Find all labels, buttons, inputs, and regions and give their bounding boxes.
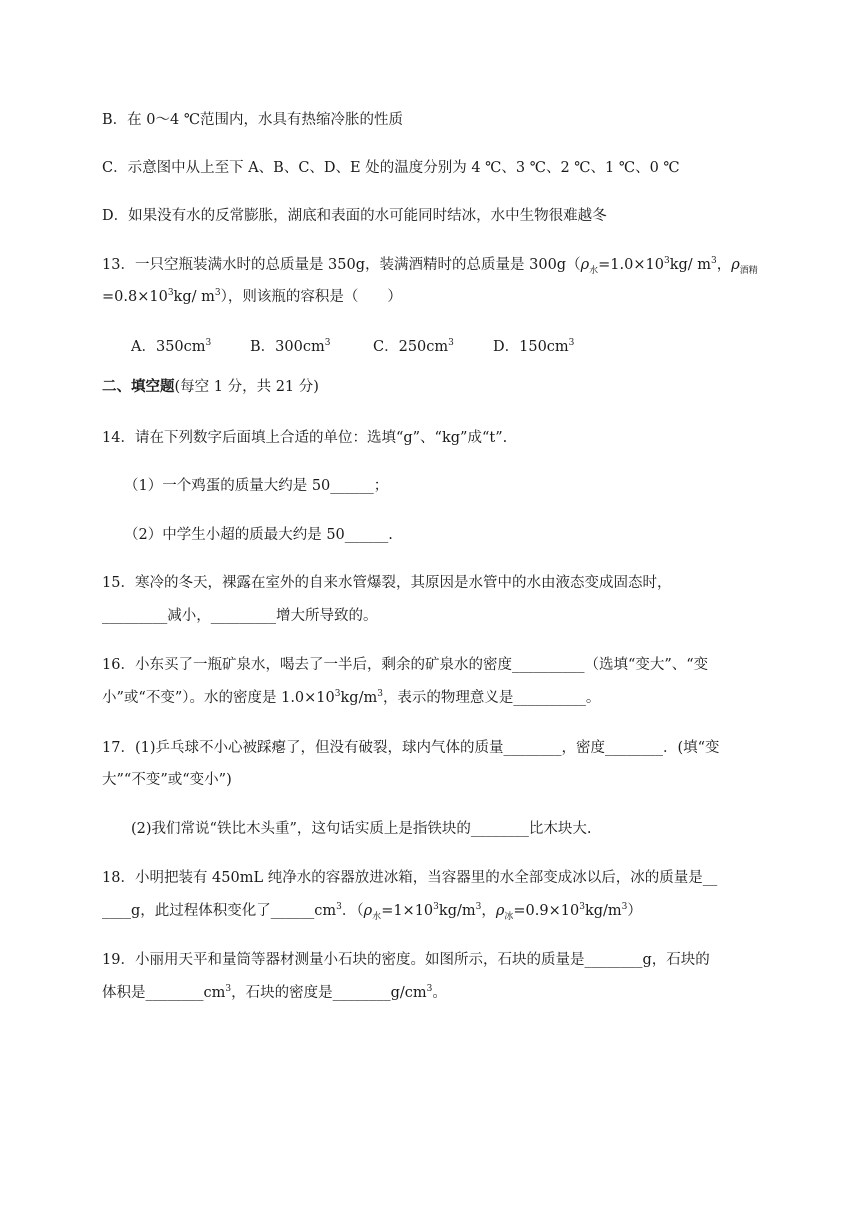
q12-option-b: B．在 0～4 ℃范围内，水具有热缩冷胀的性质 — [102, 112, 404, 128]
q13-option-b: B．$300cm^3$ — [250, 338, 331, 355]
q13-option-d: D．$150cm^3$ — [493, 338, 575, 355]
q18-line1: 18．小明把装有 450mL 纯净水的容器放进冰箱，当容器里的水全部变成冰以后，冰的质量是__ — [102, 870, 718, 886]
q16-line1: 16．小东买了一瓶矿泉水，喝去了一半后，剩余的矿泉水的密度__________（选填“变大”、“变 — [102, 657, 709, 673]
q14-sub2: （2）中学生小超的质最大约是 50______. — [124, 527, 393, 543]
q17-line1: 17．(1)乒乓球不小心被踩瘪了，但没有破裂，球内气体的质量________，密度________．(填“变 — [102, 740, 720, 756]
q12-option-d: D．如果没有水的反常膨胀，湖底和表面的水可能同时结冰，水中生物很难越冬 — [102, 208, 607, 224]
q15-line2: _________减小，_________增大所导致的。 — [102, 608, 378, 624]
q18-line2: ____g，此过程体积变化了$\_\_\_\_\_\_cm^3$．（$\rho_水=1\times 10^3kg/m^3$，$\rho_冰=0.9\times 10^3kg/m^3$） — [102, 902, 642, 922]
q13-stem-line1: 13．一只空瓶装满水时的总质量是 350g，装满酒精时的总质量是 $300g(\rho_水=1.0\times 10^3kg/$ $m^3$，$\rho_{酒精}$ — [102, 256, 758, 276]
q19-line1: 19．小丽用天平和量筒等器材测量小石块的密度。如图所示，石块的质量是________g，石块的 — [102, 952, 710, 968]
q19-line2: 体积是$\_\_\_\_\_\_\_\_cm^3$，石块的密度是$\_\_\_\_\_\_\_\_g/cm^3$。 — [102, 984, 447, 1001]
q14-stem: 14．请在下列数字后面填上合适的单位：选填“g”、“kg”成“t”. — [102, 430, 508, 446]
q12-option-c: C．示意图中从上至下 A、B、C、D、E 处的温度分别为 4 ℃、3 ℃、2 ℃、1 ℃、0 ℃ — [102, 160, 680, 176]
section-title: 二、填空题(每空 1 分，共 21 分) — [102, 378, 319, 395]
q15-line1: 15．寒冷的冬天，裸露在室外的自来水管爆裂，其原因是水管中的水由液态变成固态时， — [102, 575, 672, 591]
q13-option-c: C．$250cm^3$ — [373, 338, 454, 355]
q13-option-a: A．$350cm^3$ — [131, 338, 212, 355]
q13-stem-line2: $=0.8\times 10^3kg/$ $m^3$），则该瓶的容积是（ ） — [102, 288, 402, 305]
q14-sub1: （1）一个鸡蛋的质量大约是 50______； — [124, 478, 389, 494]
q16-line2: 小”或“不变”）。水的密度是 $1.0\times 10^3kg/m^3$，表示的物理意义是__________。 — [102, 689, 601, 706]
q17-line2: 大”“不变”或“变小”) — [102, 772, 232, 788]
q17-line3: (2)我们常说“铁比木头重”，这句话实质上是指铁块的________比木块大. — [131, 821, 592, 837]
